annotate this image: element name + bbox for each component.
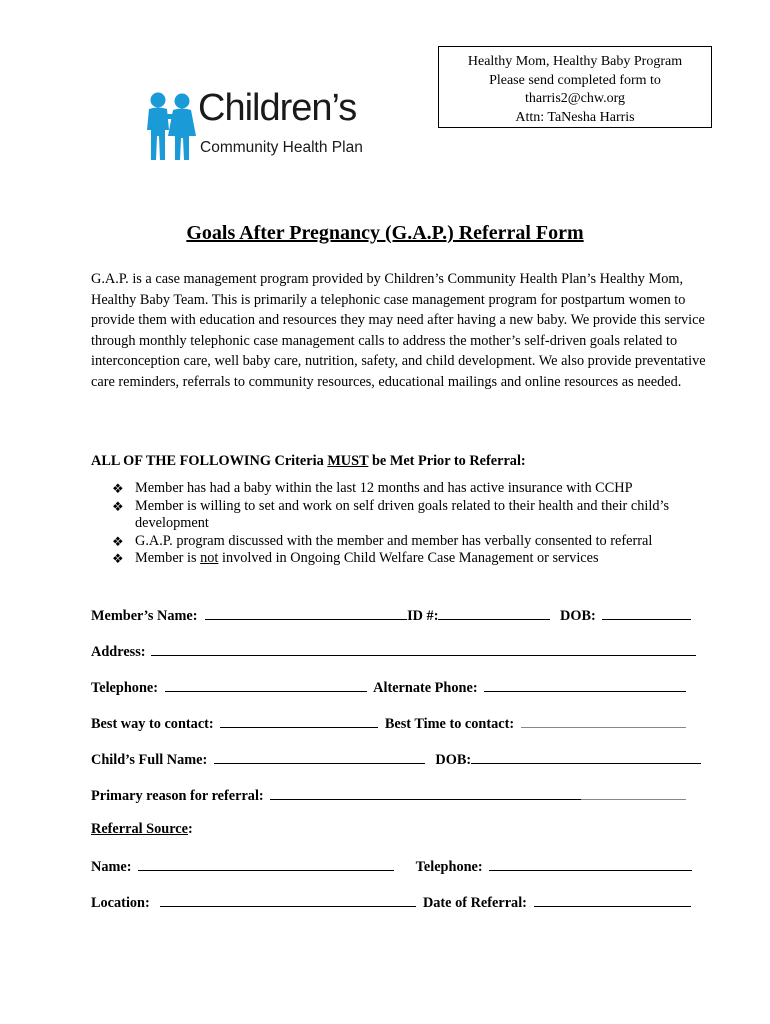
contact-pref-row bbox=[91, 713, 686, 733]
logo-subtitle: Community Health Plan bbox=[200, 139, 363, 156]
address-label: Address: bbox=[91, 644, 146, 660]
criteria-item-not: not bbox=[200, 550, 219, 566]
page-title: Goals After Pregnancy (G.A.P.) Referral Form bbox=[186, 222, 584, 244]
child-row bbox=[91, 749, 701, 769]
reason-field[interactable] bbox=[270, 785, 581, 800]
dob-field[interactable] bbox=[602, 605, 691, 620]
reason-label: Primary reason for referral: bbox=[91, 788, 264, 804]
submission-info-box bbox=[438, 46, 712, 128]
referrer-phone-field[interactable] bbox=[489, 856, 692, 871]
dob-label: DOB: bbox=[560, 608, 596, 624]
criteria-item-text: G.A.P. program discussed with the member and member has verbally consented to referral bbox=[135, 532, 653, 549]
id-field[interactable] bbox=[438, 605, 550, 620]
child-dob-field[interactable] bbox=[471, 749, 701, 764]
reason-row bbox=[91, 785, 686, 805]
referral-source-label: Referral Source bbox=[91, 821, 188, 837]
location-field[interactable] bbox=[160, 892, 416, 907]
telephone-label: Telephone: bbox=[91, 680, 158, 696]
best-time-label: Best Time to contact: bbox=[384, 716, 515, 732]
best-way-label: Best way to contact: bbox=[91, 716, 214, 732]
send-instruction: Please send completed form to bbox=[489, 72, 661, 88]
list-item bbox=[112, 550, 732, 568]
criteria-item-text: Member has had a baby within the last 12 months and has active insurance with CCHP bbox=[135, 480, 633, 496]
alt-phone-field[interactable] bbox=[484, 677, 686, 692]
member-row bbox=[91, 605, 691, 625]
intro-paragraph: G.A.P. is a case management program provided by Children’s Community Health Plan’s Healthy Mom, Healthy Baby Team. This is primarily a telephonic case management program for postpartum women to provide them with education and resources they may need after having a new baby. We provide this service through monthly telephonic case management calls to address the mother’s self-driven goals related to interconception care, well baby care, nutrition, safety, and child development. We also provide preventative care reminders, referrals to community resources, educational mailings and online resources as needed. bbox=[91, 271, 706, 390]
diamond-bullet-icon: ❖ bbox=[112, 551, 124, 566]
children-figures-icon bbox=[146, 90, 198, 162]
telephone-field[interactable] bbox=[165, 677, 367, 692]
referrer-name-label: Name: bbox=[91, 859, 132, 875]
referrer-name-field[interactable] bbox=[138, 856, 394, 871]
cchp-logo bbox=[146, 88, 376, 164]
child-name-label: Child’s Full Name: bbox=[91, 752, 208, 768]
list-item bbox=[112, 480, 732, 498]
email-address: tharris2@chw.org bbox=[525, 91, 625, 106]
date-referral-label: Date of Referral: bbox=[422, 895, 527, 911]
criteria-heading-pre: ALL OF THE FOLLOWING Criteria bbox=[91, 453, 328, 469]
date-referral-field[interactable] bbox=[534, 892, 691, 907]
criteria-heading-post: be Met Prior to Referral: bbox=[368, 453, 526, 469]
child-name-field[interactable] bbox=[214, 749, 425, 764]
criteria-list bbox=[112, 480, 732, 568]
list-item bbox=[112, 498, 732, 533]
alt-phone-label: Alternate Phone: bbox=[373, 680, 478, 696]
member-name-field[interactable] bbox=[205, 605, 407, 620]
reason-field-extension[interactable] bbox=[581, 785, 686, 800]
criteria-heading bbox=[91, 453, 526, 470]
referrer-phone-label: Telephone: bbox=[415, 859, 483, 875]
diamond-bullet-icon: ❖ bbox=[112, 533, 124, 549]
telephone-row bbox=[91, 677, 686, 697]
criteria-item-text: Member is willing to set and work on self driven goals related to their health and their child’s development bbox=[135, 497, 670, 531]
list-item bbox=[112, 533, 732, 551]
address-field[interactable] bbox=[151, 641, 696, 656]
criteria-heading-must: MUST bbox=[327, 453, 369, 469]
location-label: Location: bbox=[91, 895, 150, 911]
logo-brand-text: Children’s bbox=[198, 87, 357, 129]
referral-source-heading bbox=[91, 821, 193, 841]
location-row bbox=[91, 892, 691, 912]
address-row bbox=[91, 641, 696, 661]
diamond-bullet-icon: ❖ bbox=[112, 498, 124, 514]
member-name-label: Member’s Name: bbox=[91, 608, 198, 624]
best-time-field[interactable] bbox=[521, 713, 686, 728]
id-label: ID #: bbox=[407, 608, 439, 624]
attention-line: Attn: TaNesha Harris bbox=[515, 109, 635, 125]
child-dob-label: DOB: bbox=[435, 752, 472, 768]
program-name: Healthy Mom, Healthy Baby Program bbox=[467, 54, 683, 69]
referrer-row bbox=[91, 856, 692, 876]
criteria-item-text: Member is bbox=[135, 550, 201, 566]
referral-source-colon: : bbox=[188, 821, 193, 837]
diamond-bullet-icon: ❖ bbox=[112, 481, 124, 496]
best-way-field[interactable] bbox=[220, 713, 378, 728]
criteria-item-text: involved in Ongoing Child Welfare Case Management or services bbox=[218, 550, 599, 566]
